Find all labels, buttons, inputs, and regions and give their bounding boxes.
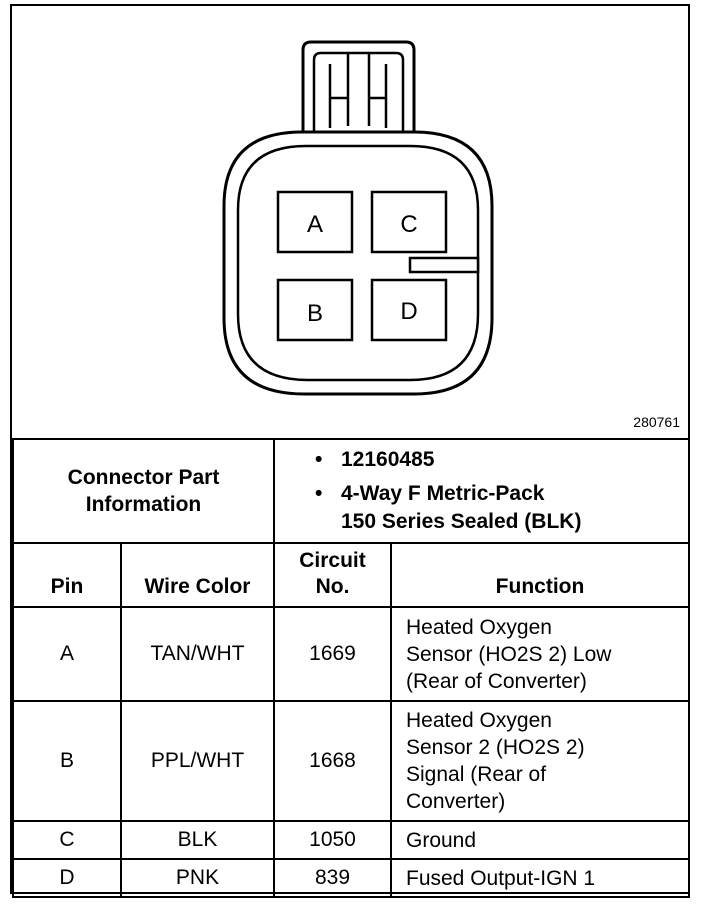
pin-cell: D xyxy=(13,859,121,897)
cavity-label: C xyxy=(400,211,418,238)
function-line: Heated Oxygen xyxy=(406,615,552,639)
bullet: • xyxy=(315,448,323,471)
function-line: Heated Oxygen xyxy=(406,709,552,732)
part-info-label xyxy=(13,439,274,543)
part-info-details xyxy=(274,439,689,543)
connector-face-drawing xyxy=(12,6,688,440)
function-line: Sensor 2 (HO2S 2) xyxy=(406,736,585,759)
connector-diagram xyxy=(12,6,688,440)
figure-number: 280761 xyxy=(633,414,680,430)
part-description-line1: 4-Way F Metric-Pack xyxy=(341,482,545,505)
cavity-b xyxy=(278,280,352,340)
function-cell xyxy=(391,821,689,859)
function-line: Fused Output-IGN 1 xyxy=(406,866,596,890)
wire-color-cell: TAN/WHT xyxy=(121,607,274,701)
pin-cell: B xyxy=(13,701,121,821)
function-cell xyxy=(391,859,689,897)
part-number-item xyxy=(315,446,688,474)
pin-row-b xyxy=(13,701,689,821)
circuit-cell: 1669 xyxy=(274,607,391,701)
part-number: 12160485 xyxy=(341,448,435,471)
part-description-item xyxy=(315,480,688,536)
part-info-row xyxy=(13,439,689,543)
pin-row-d xyxy=(13,859,689,897)
function-line: Signal (Rear of xyxy=(406,763,547,786)
circuit-cell: 1050 xyxy=(274,821,391,859)
part-info-label-line2: Information xyxy=(85,493,202,516)
circuit-cell: 1668 xyxy=(274,701,391,821)
cavity-label: A xyxy=(306,211,324,238)
locking-tab xyxy=(303,42,414,146)
cavity-a xyxy=(278,192,352,252)
pin-cell: C xyxy=(13,821,121,859)
pin-rows xyxy=(13,607,689,897)
part-description xyxy=(341,480,581,536)
pin-row-c xyxy=(13,821,689,859)
function-cell xyxy=(391,607,689,701)
circuit-cell: 839 xyxy=(274,859,391,897)
cavity-d xyxy=(372,280,446,340)
connector-info-table xyxy=(12,438,690,898)
part-description-line2: 150 Series Sealed (BLK) xyxy=(341,510,582,533)
function-line: Sensor (HO2S 2) Low xyxy=(406,642,612,666)
column-header-row xyxy=(13,543,689,607)
col-pin-header: Pin xyxy=(13,543,121,607)
pin-row-a xyxy=(13,607,689,701)
col-wire-color-header: Wire Color xyxy=(121,543,274,607)
cavity-c xyxy=(372,192,446,252)
wire-color-cell: PNK xyxy=(121,859,274,897)
col-function-header: Function xyxy=(391,543,689,607)
bullet: • xyxy=(315,482,323,505)
cavity-label: D xyxy=(400,298,418,325)
cavity-label: B xyxy=(306,300,324,327)
col-circuit-header-line1: Circuit xyxy=(299,549,366,572)
polarization-key xyxy=(410,258,478,272)
function-cell xyxy=(391,701,689,821)
part-info-label-line1: Connector Part xyxy=(67,466,220,489)
col-circuit-header-line2: No. xyxy=(315,575,350,598)
function-line: Converter) xyxy=(406,790,506,813)
connector-sheet xyxy=(10,4,690,894)
wire-color-cell: BLK xyxy=(121,821,274,859)
wire-color-cell: PPL/WHT xyxy=(121,701,274,821)
col-circuit-header xyxy=(274,543,391,607)
function-line: (Rear of Converter) xyxy=(406,669,587,693)
function-line: Ground xyxy=(406,828,477,852)
pin-cell: A xyxy=(13,607,121,701)
